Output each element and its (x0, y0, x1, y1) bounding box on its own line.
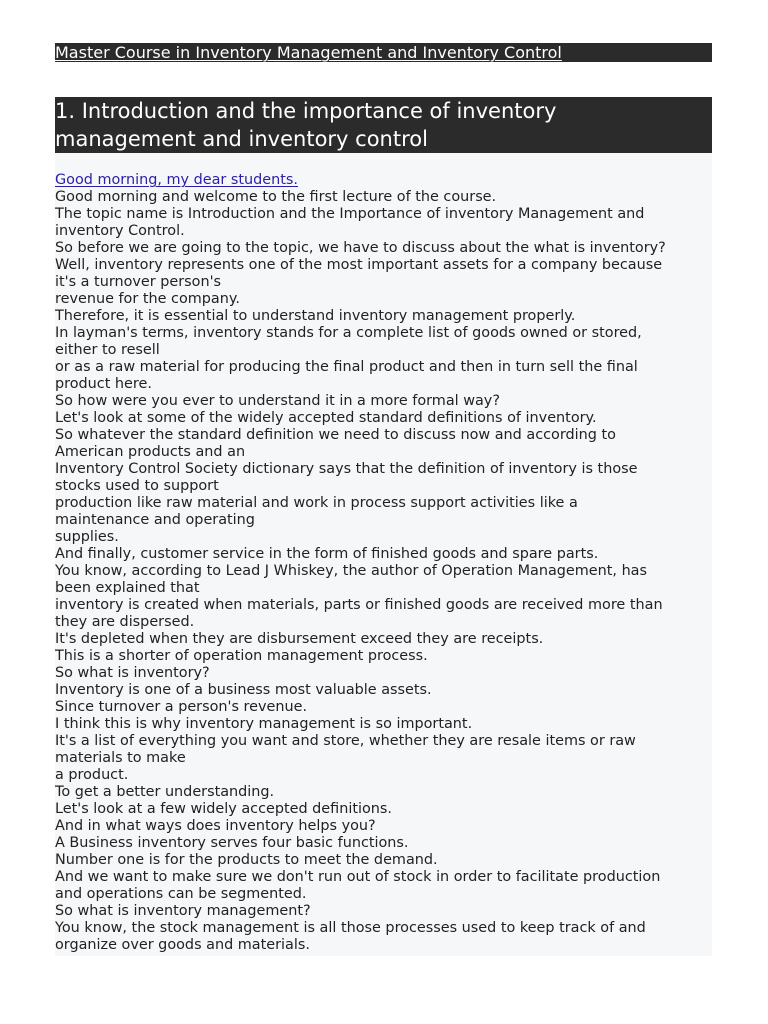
transcript-line: supplies. (55, 529, 119, 545)
transcript-line: Well, inventory represents one of the most important assets for a company because (55, 257, 663, 273)
transcript-line: Number one is for the products to meet the demand. (55, 852, 438, 868)
greeting-line (55, 172, 712, 189)
transcript-line: inventory Control. (55, 223, 185, 239)
transcript-line: The topic name is Introduction and the Importance of inventory Management and (55, 206, 645, 222)
transcript-line: Therefore, it is essential to understand inventory management properly. (55, 308, 576, 324)
transcript-line: or as a raw material for producing the final product and then in turn sell the final (55, 359, 638, 375)
transcript-line: You know, according to Lead J Whiskey, the author of Operation Management, has (55, 563, 648, 579)
transcript-line: production like raw material and work in process support activities like a (55, 495, 578, 511)
transcript-line: So before we are going to the topic, we have to discuss about the what is inventory? (55, 240, 666, 256)
transcript-line: Since turnover a person's revenue. (55, 699, 308, 715)
transcript-line: And finally, customer service in the form of finished goods and spare parts. (55, 546, 599, 562)
lecture-heading (55, 97, 712, 153)
greeting-link[interactable]: Good morning, my dear students. (55, 172, 298, 188)
transcript-line: a product. (55, 767, 129, 783)
transcript-line: Good morning and welcome to the first lecture of the course. (55, 189, 497, 205)
transcript-line: been explained that (55, 580, 200, 596)
transcript-line: So what is inventory management? (55, 903, 311, 919)
transcript-line: Inventory is one of a business most valuable assets. (55, 682, 432, 698)
transcript-line: So how were you ever to understand it in a more formal way? (55, 393, 500, 409)
transcript-line: Let's look at a few widely accepted definitions. (55, 801, 392, 817)
transcript-line: American products and an (55, 444, 246, 460)
transcript-line: it's a turnover person's (55, 274, 222, 290)
transcript-line: And we want to make sure we don't run out of stock in order to facilitate production (55, 869, 661, 885)
lecture-heading-line-2: management and inventory control (55, 127, 428, 151)
transcript-line: So whatever the standard definition we need to discuss now and according to (55, 427, 616, 443)
transcript-line: It's depleted when they are disbursement exceed they are receipts. (55, 631, 544, 647)
transcript-line: inventory is created when materials, parts or finished goods are received more than (55, 597, 663, 613)
transcript-text (55, 172, 712, 954)
transcript-line: I think this is why inventory management is so important. (55, 716, 473, 732)
transcript-line: product here. (55, 376, 152, 392)
transcript-line: either to resell (55, 342, 160, 358)
transcript-panel (55, 153, 712, 956)
transcript-line: You know, the stock management is all those processes used to keep track of and (55, 920, 646, 936)
transcript-line: A Business inventory serves four basic functions. (55, 835, 409, 851)
transcript-line: stocks used to support (55, 478, 219, 494)
transcript-line: To get a better understanding. (55, 784, 275, 800)
transcript-line: So what is inventory? (55, 665, 210, 681)
lecture-heading-line-1: 1. Introduction and the importance of inventory (55, 99, 557, 123)
transcript-line: revenue for the company. (55, 291, 240, 307)
transcript-line: And in what ways does inventory helps you? (55, 818, 376, 834)
transcript-line: and operations can be segmented. (55, 886, 307, 902)
transcript-line: maintenance and operating (55, 512, 255, 528)
transcript-line: organize over goods and materials. (55, 937, 310, 953)
transcript-line: It's a list of everything you want and store, whether they are resale items or raw (55, 733, 636, 749)
transcript-line: Inventory Control Society dictionary says that the definition of inventory is those (55, 461, 638, 477)
course-title[interactable]: Master Course in Inventory Management and Inventory Control (55, 43, 562, 62)
transcript-line: In layman's terms, inventory stands for a complete list of goods owned or stored, (55, 325, 642, 341)
transcript-line: Let's look at some of the widely accepted standard definitions of inventory. (55, 410, 597, 426)
transcript-line: they are dispersed. (55, 614, 195, 630)
transcript-line: This is a shorter of operation management process. (55, 648, 428, 664)
course-title-bar (55, 43, 712, 62)
transcript-line: materials to make (55, 750, 186, 766)
